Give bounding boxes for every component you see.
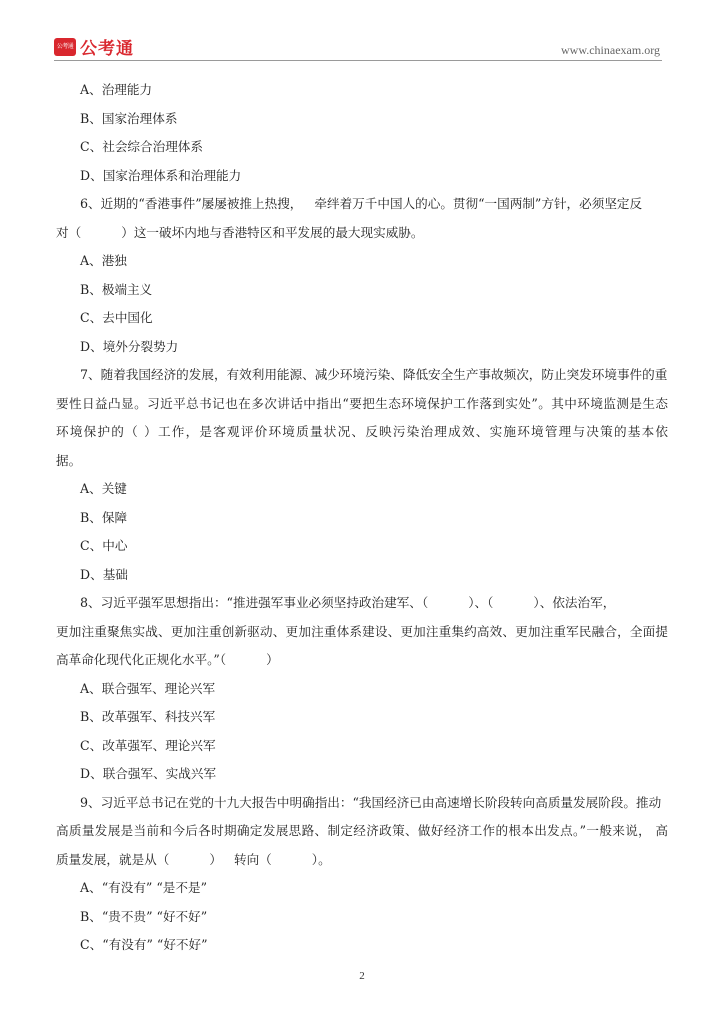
logo-badge-icon: 公考通 [54,38,76,56]
answer-option: D、境外分裂势力 [80,338,179,354]
page-number: 2 [359,970,365,982]
question-line: 对（ ）这一破坏内地与香港特区和平发展的最大现实威胁。 [56,224,424,240]
answer-option: B、“贵不贵” “好不好” [80,908,208,924]
question-line: 质量发展，就是从（ ） 转向（ ）。 [56,851,331,867]
answer-option: A、“有没有” “是不是” [80,880,208,895]
question-line: 7、随着我国经济的发展，有效利用能源、减少环境污染、降低安全生产事故频次，防止突发环境事件的重 [80,367,668,382]
question-line: 据。 [56,452,82,468]
answer-option: C、中心 [80,538,128,553]
logo [54,34,134,59]
question-line: 要性日益凸显。习近平总书记也在多次讲话中指出“要把生态环境保护工作落到实处”。其中环境监测是生态 [56,395,668,411]
header-divider [54,60,662,61]
answer-option: B、极端主义 [80,281,153,297]
answer-option: D、联合强军、实战兴军 [80,766,217,781]
question-line: 更加注重聚焦实战、更加注重创新驱动、更加注重体系建设、更加注重集约高效、更加注重军民融合，全面提 [56,623,668,639]
answer-option: A、关键 [80,481,127,496]
answer-option: A、治理能力 [80,82,153,97]
answer-option: A、港独 [80,253,127,268]
logo-text: 公考通 [80,39,134,59]
answer-option: B、保障 [80,509,128,525]
question-line: 6、近期的“香港事件”屡屡被推上热搜， 牵绊着万千中国人的心。贯彻“一国两制”方针，必须坚定反 [80,196,643,211]
question-line: 环境保护的（ ）工作，是客观评价环境质量状况、反映污染治理成效、实施环境管理与决策的基本依 [56,424,668,439]
answer-option: C、改革强军、理论兴军 [80,737,216,753]
answer-option: A、联合强军、理论兴军 [80,680,216,696]
answer-option: C、“有没有” “好不好” [80,937,208,952]
question-line: 9、习近平总书记在党的十九大报告中明确指出：“我国经济已由高速增长阶段转向高质量发展阶段。推动 [80,794,662,810]
document-body [56,76,668,960]
answer-option: C、社会综合治理体系 [80,139,203,154]
answer-option: C、去中国化 [80,310,153,325]
answer-option: D、国家治理体系和治理能力 [80,167,242,183]
page-header [0,0,724,64]
answer-option: D、基础 [80,566,128,582]
answer-option: B、改革强军、科技兴军 [80,709,216,724]
question-line: 高革命化现代化正规化水平。”（ ） [56,652,279,667]
answer-option: B、国家治理体系 [80,110,178,126]
site-url: www.chinaexam.org [561,43,660,57]
question-line: 8、习近平强军思想指出：“推进强军事业必须坚持政治建军、（ ）、（ ）、依法治军， [80,595,616,610]
question-line: 高质量发展是当前和今后各时期确定发展思路、制定经济政策、做好经济工作的根本出发点。”一般来说， 高 [56,823,668,838]
